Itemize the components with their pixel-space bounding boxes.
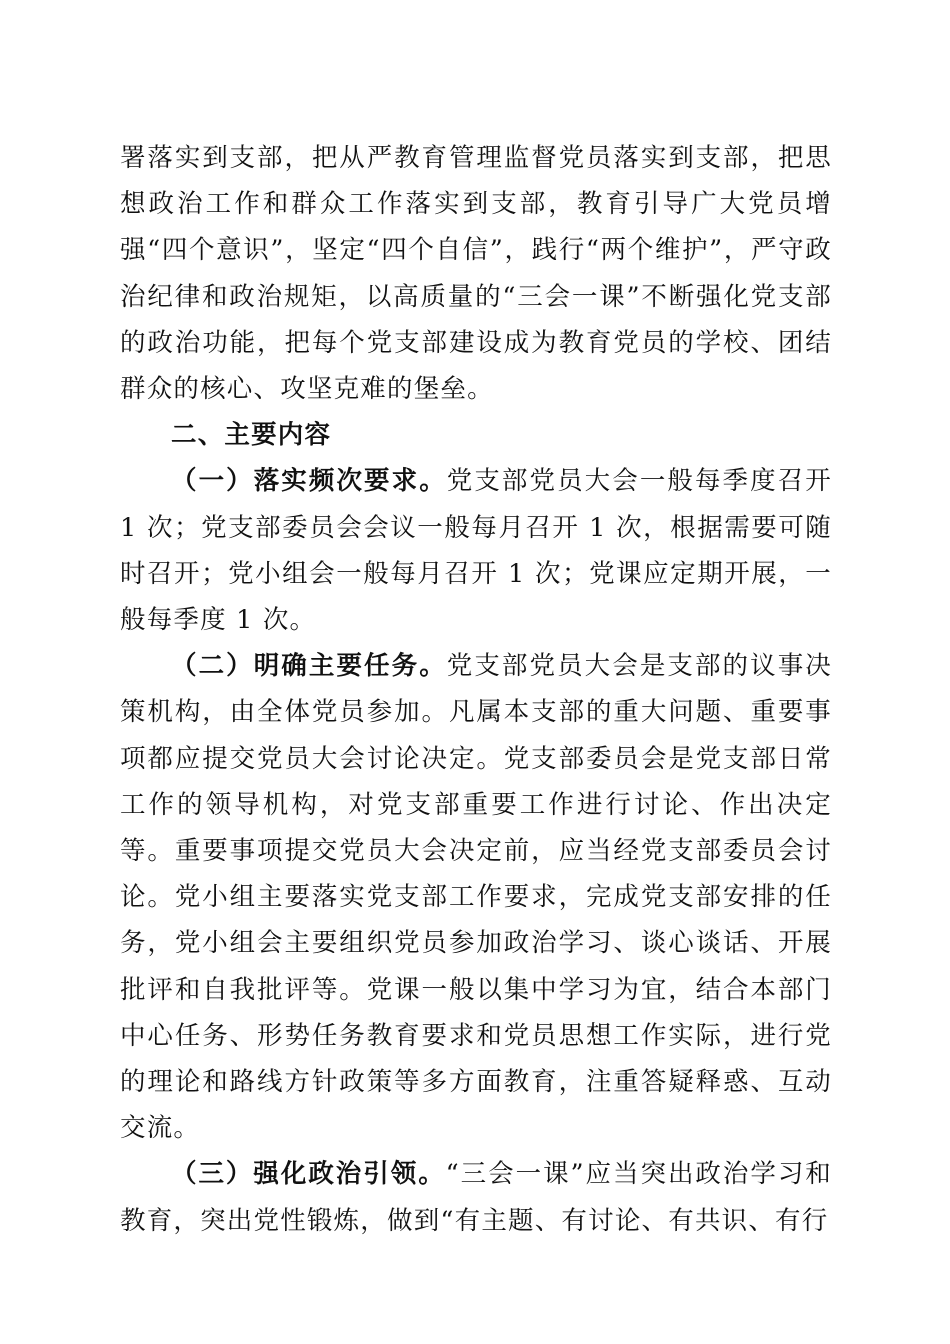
item-paragraph-1	[120, 458, 832, 643]
section-heading-text: 二、主要内容	[171, 420, 332, 451]
section-heading	[120, 412, 832, 458]
item-paragraph-2	[120, 643, 832, 1151]
paragraph-continued-text: 署落实到支部，把从严教育管理监督党员落实到支部，把思想政治工作和群众工作落实到支部，教育引导广大党员增强“四个意识”，坚定“四个自信”，践行“两个维护”，严守政治纪律和政治规矩，以高质量的“三会一课”不断强化党支部的政治功能，把每个党支部建设成为教育党员的学校、团结群众的核心、攻坚克难的堡垒。	[120, 143, 832, 405]
document-body	[120, 135, 832, 1244]
item-lead-2: （二）明确主要任务。	[171, 651, 447, 682]
item-body-2: 党支部党员大会是支部的议事决策机构，由全体党员参加。凡属本支部的重大问题、重要事项都应提交党员大会讨论决定。党支部委员会是党支部日常工作的领导机构，对党支部重要工作进行讨论、作出决定等。重要事项提交党员大会决定前，应当经党支部委员会讨论。党小组主要落实党支部工作要求，完成党支部安排的任务，党小组会主要组织党员参加政治学习、谈心谈话、开展批评和自我批评等。党课一般以集中学习为宜，结合本部门中心任务、形势任务教育要求和党员思想工作实际，进行党的理论和路线方针政策等多方面教育，注重答疑释惑、互动交流。	[120, 651, 832, 1144]
item-lead-1: （一）落实频次要求。	[171, 466, 447, 497]
item-lead-3: （三）强化政治引领。	[171, 1159, 446, 1190]
item-body-3: “三会一课”应当突出政治学习和教育，突出党性锻炼，做到“有主题、有讨论、有共识、有行	[120, 1159, 832, 1236]
paragraph-continued	[120, 135, 832, 412]
item-body-1: 党支部党员大会一般每季度召开 1 次；党支部委员会会议一般每月召开 1 次，根据需要可随时召开；党小组会一般每月召开 1 次；党课应定期开展，一般每季度 1 次。	[120, 466, 832, 636]
item-paragraph-3	[120, 1151, 832, 1243]
